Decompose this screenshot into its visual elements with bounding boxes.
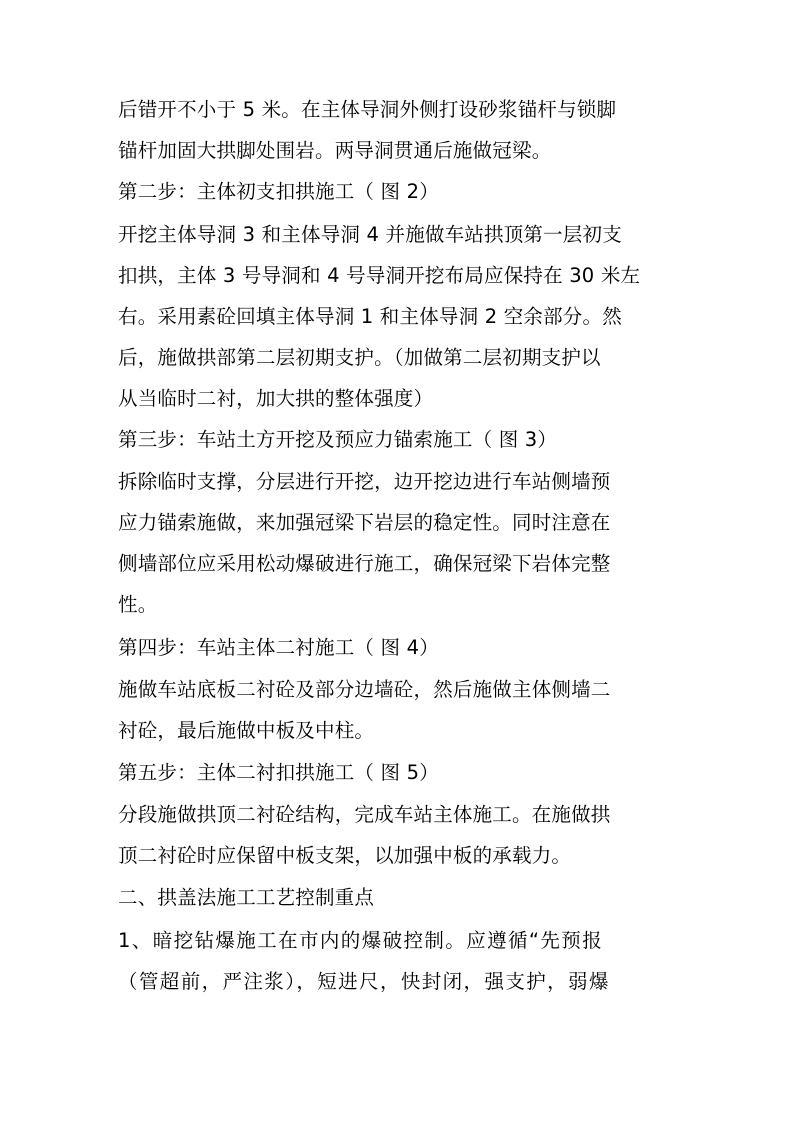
paragraph-line: 后，施做拱部第二层初期支护。（加做第二层初期支护以 (118, 346, 601, 369)
paragraph-line: 1、暗挖钻爆施工在市内的爆破控制。应遵循“先预报 (118, 929, 604, 952)
paragraph-line: 右。采用素砼回填主体导洞 1 和主体导洞 2 空余部分。然 (118, 305, 622, 328)
paragraph-line: 应力锚索施做，来加强冠梁下岩层的稳定性。同时注意在 (118, 511, 611, 534)
paragraph-line: 从当临时二衬，加大拱的整体强度） (118, 387, 434, 410)
paragraph-line: 施做车站底板二衬砼及部分边墙砼，然后施做主体侧墙二 (118, 678, 611, 701)
paragraph-line: 后错开不小于 5 米。在主体导洞外侧打设砂浆锚杆与锁脚 (118, 98, 617, 121)
paragraph-line: 开挖主体导洞 3 和主体导洞 4 并施做车站拱顶第一层初支 (118, 223, 622, 246)
paragraph-line: 性。 (118, 593, 158, 616)
step-heading: 第四步：车站主体二衬施工（ 图 4） (118, 636, 439, 659)
step-heading: 第三步：车站土方开挖及预应力锚索施工（ 图 3） (118, 428, 558, 451)
paragraph-line: 衬砼，最后施做中板及中柱。 (118, 719, 375, 742)
step-heading: 第五步：主体二衬扣拱施工（ 图 5） (118, 761, 439, 784)
paragraph-line: 侧墙部位应采用松动爆破进行施工，确保冠梁下岩体完整 (118, 552, 611, 575)
paragraph-line: 锚杆加固大拱脚处围岩。两导洞贯通后施做冠梁。 (118, 139, 552, 162)
paragraph-line: 拆除临时支撑，分层进行开挖，边开挖边进行车站侧墙预 (118, 470, 611, 493)
paragraph-line: 顶二衬砼时应保留中板支架，以加强中板的承载力。 (118, 844, 572, 867)
section-heading: 二、拱盖法施工工艺控制重点 (118, 886, 375, 909)
step-heading: 第二步：主体初支扣拱施工（ 图 2） (118, 180, 439, 203)
paragraph-line: 分段施做拱顶二衬砼结构，完成车站主体施工。在施做拱 (118, 803, 611, 826)
paragraph-line: （管超前，严注浆），短进尺，快封闭，强支护，弱爆 (118, 970, 610, 993)
paragraph-line: 扣拱，主体 3 号导洞和 4 号导洞开挖布局应保持在 30 米左 (118, 264, 641, 287)
